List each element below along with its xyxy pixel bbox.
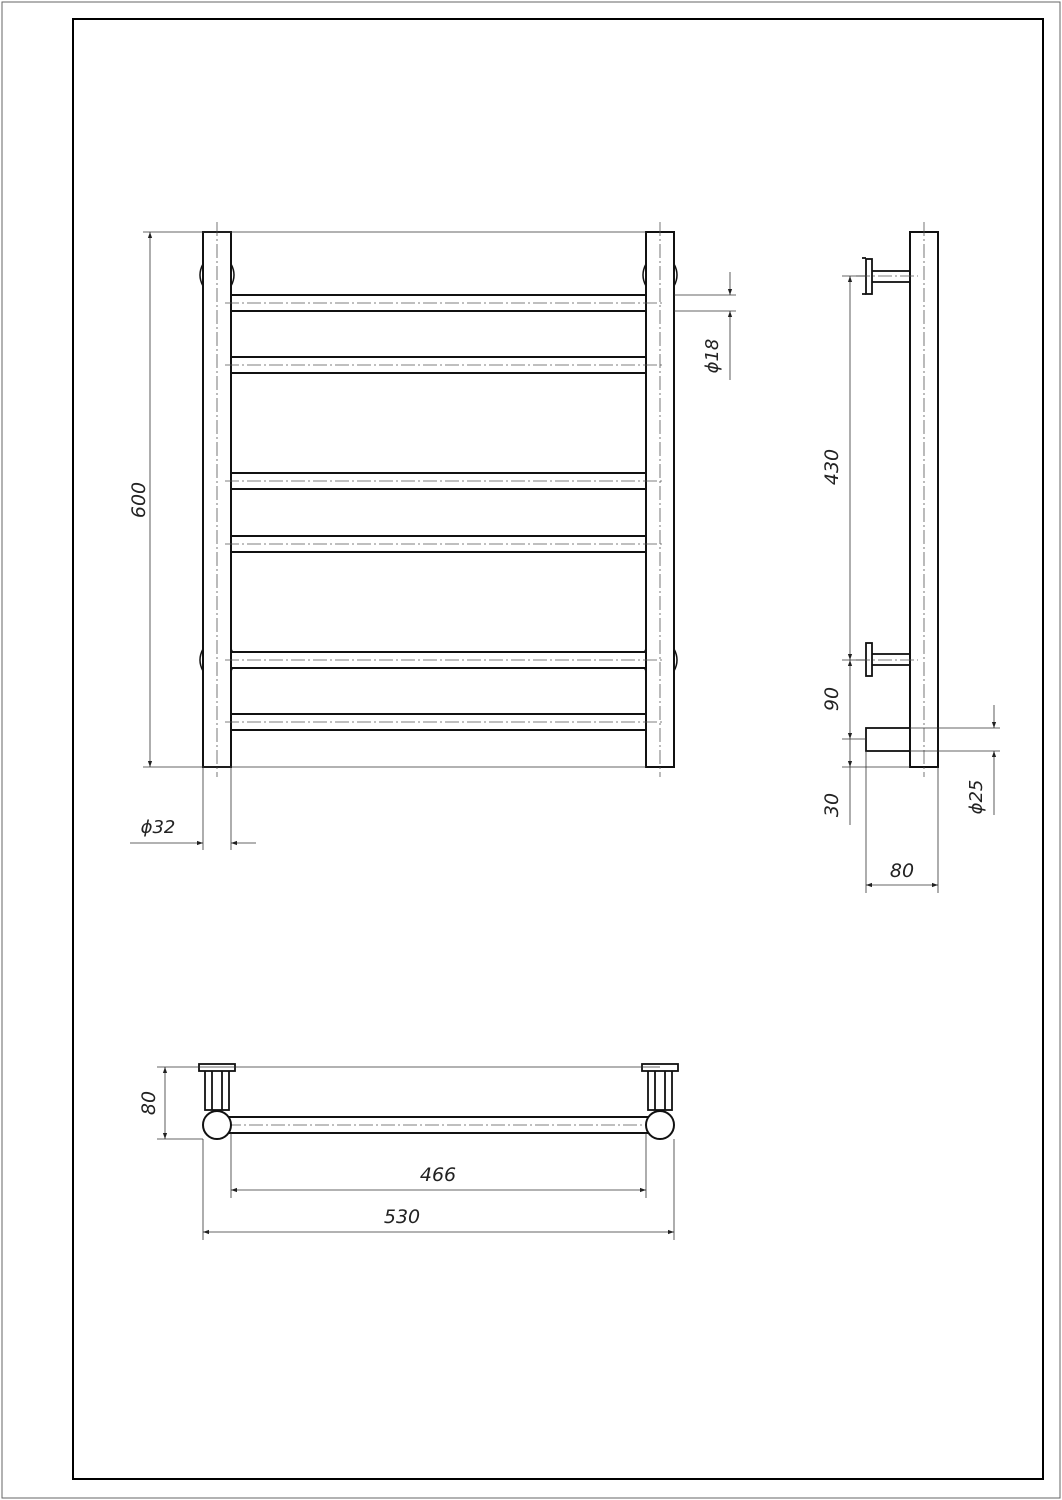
- inlet-diameter-label: ϕ25: [966, 779, 987, 815]
- left-post-section: [203, 1111, 231, 1139]
- right-post-section: [646, 1111, 674, 1139]
- top-view: [138, 1064, 678, 1240]
- post-diameter-label: ϕ32: [140, 817, 176, 838]
- mount-spacing-label: 430: [821, 448, 843, 486]
- height-label: 600: [128, 481, 150, 519]
- top-view-mounts: [199, 1064, 678, 1110]
- side-view: [821, 222, 1000, 893]
- front-wall-mounts: [200, 264, 677, 671]
- lower-mount-offset-label: 90: [821, 686, 843, 712]
- inlet-offset-label: 30: [821, 792, 843, 818]
- side-depth-label: 80: [889, 860, 915, 882]
- top-depth-label: 80: [138, 1090, 160, 1116]
- rungs: [231, 295, 646, 730]
- inlet-pipe: [866, 728, 910, 751]
- rung-diameter-label: ϕ18: [702, 338, 723, 374]
- outer-width-label: 530: [383, 1206, 421, 1228]
- lower-wall-mount: [866, 643, 910, 676]
- front-view: [128, 222, 736, 850]
- outer-width-dimension: [203, 1139, 674, 1240]
- inner-width-label: 466: [419, 1164, 457, 1186]
